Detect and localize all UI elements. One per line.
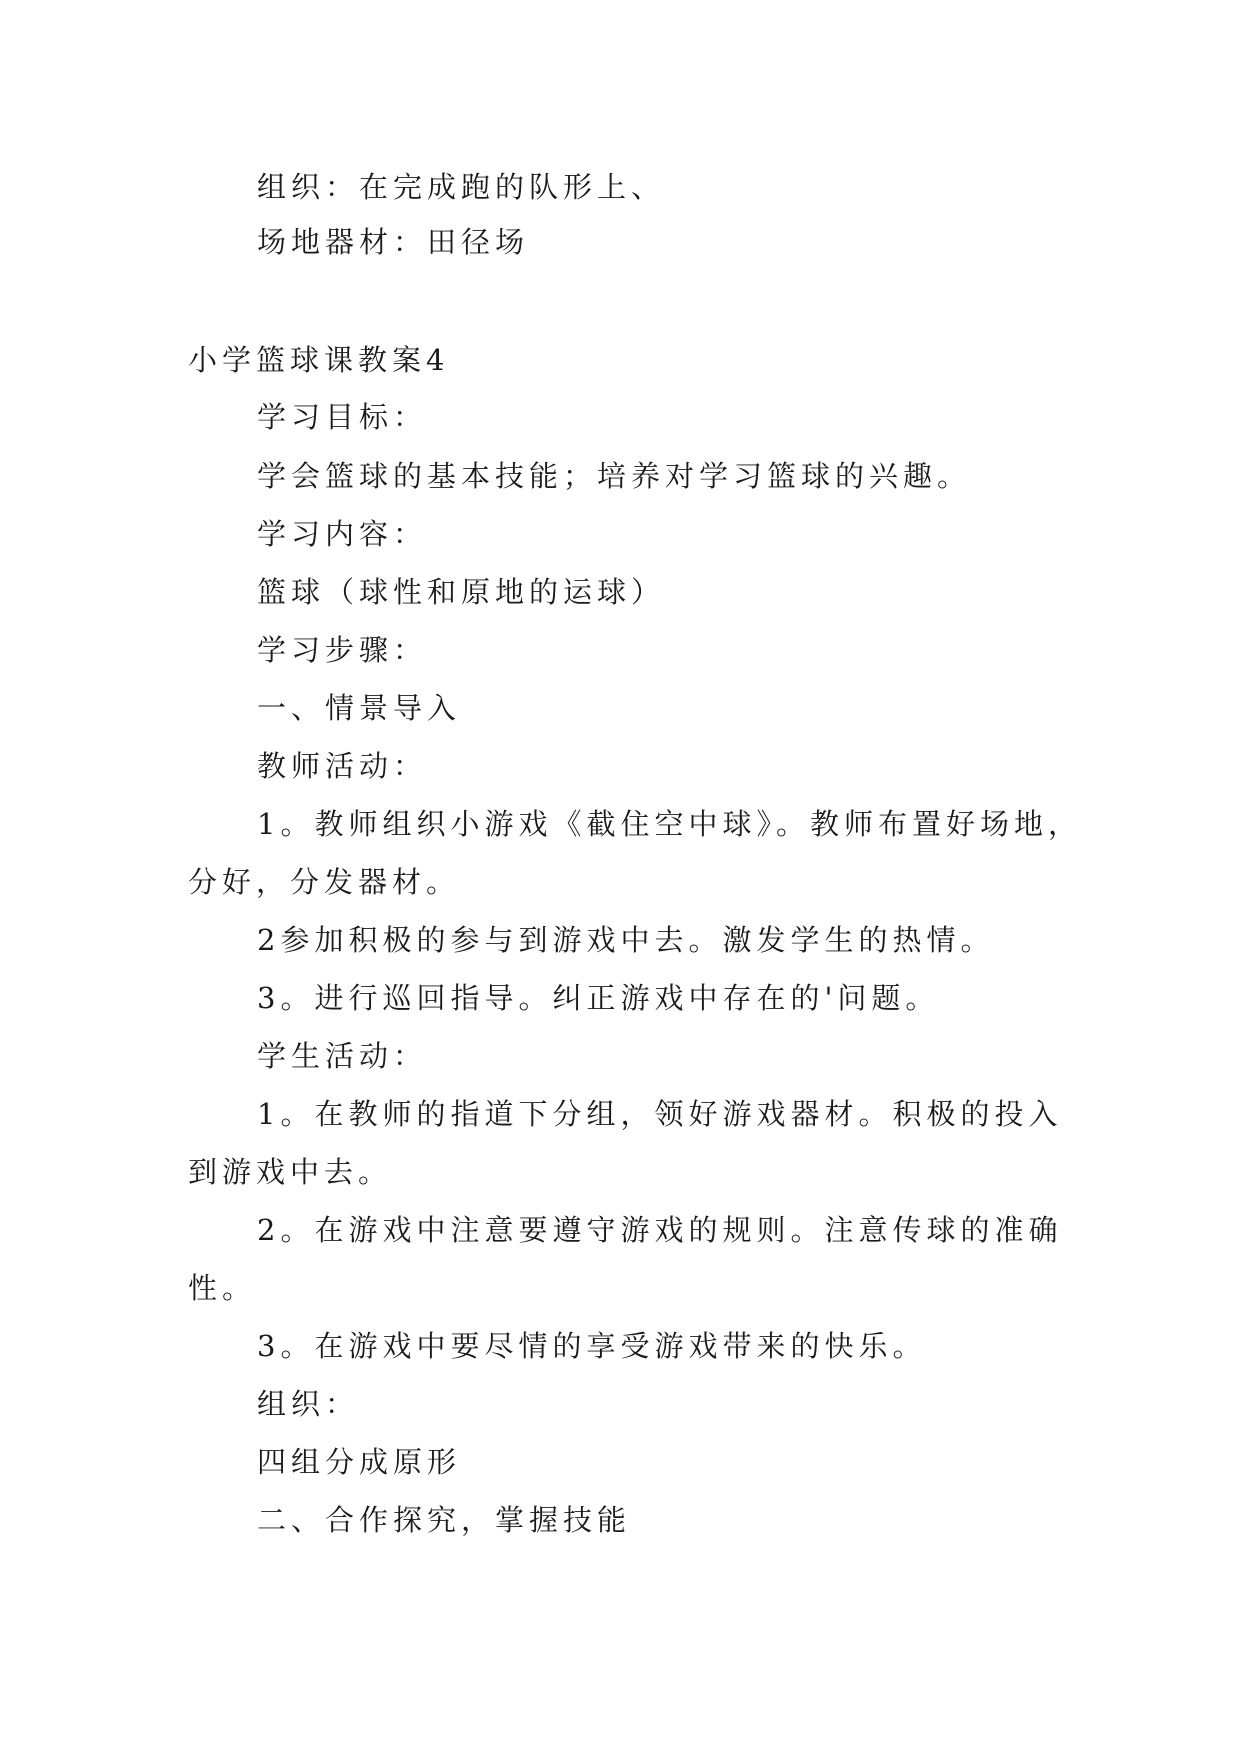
student-item2-line2: 性。: [188, 1271, 257, 1305]
organization-line: 组织：在完成跑的队形上、: [257, 170, 666, 204]
learning-goal-heading: 学习目标：: [257, 400, 428, 434]
lesson-title: 小学篮球课教案4: [188, 343, 450, 377]
teacher-item1-line2: 分好，分发器材。: [188, 865, 461, 899]
venue-equipment-line: 场地器材：田径场: [257, 225, 530, 259]
teacher-item3: 3。进行巡回指导。纠正游戏中存在的'问题。: [257, 981, 940, 1015]
teacher-activity-heading: 教师活动：: [257, 749, 428, 783]
learning-steps-heading: 学习步骤：: [257, 633, 428, 667]
student-item1-line2: 到游戏中去。: [188, 1155, 393, 1189]
student-item3: 3。在游戏中要尽情的享受游戏带来的快乐。: [257, 1329, 927, 1363]
organization-heading: 组织：: [257, 1387, 360, 1421]
organization-text: 四组分成原形: [257, 1445, 462, 1479]
step1-heading: 一、情景导入: [257, 691, 462, 725]
learning-content-heading: 学习内容：: [257, 517, 428, 551]
learning-content-text: 篮球（球性和原地的运球）: [257, 575, 666, 609]
learning-goal-text: 学会篮球的基本技能；培养对学习篮球的兴趣。: [257, 459, 972, 493]
student-item2-line1: 2。在游戏中注意要遵守游戏的规则。注意传球的准确: [257, 1213, 1063, 1247]
step2-heading: 二、合作探究，掌握技能: [257, 1503, 632, 1537]
teacher-item2: 2参加积极的参与到游戏中去。激发学生的热情。: [257, 923, 995, 957]
student-activity-heading: 学生活动：: [257, 1039, 428, 1073]
teacher-item1-line1: 1。教师组织小游戏《截住空中球》。教师布置好场地，: [257, 807, 1082, 841]
student-item1-line1: 1。在教师的指道下分组，领好游戏器材。积极的投入: [257, 1097, 1063, 1131]
